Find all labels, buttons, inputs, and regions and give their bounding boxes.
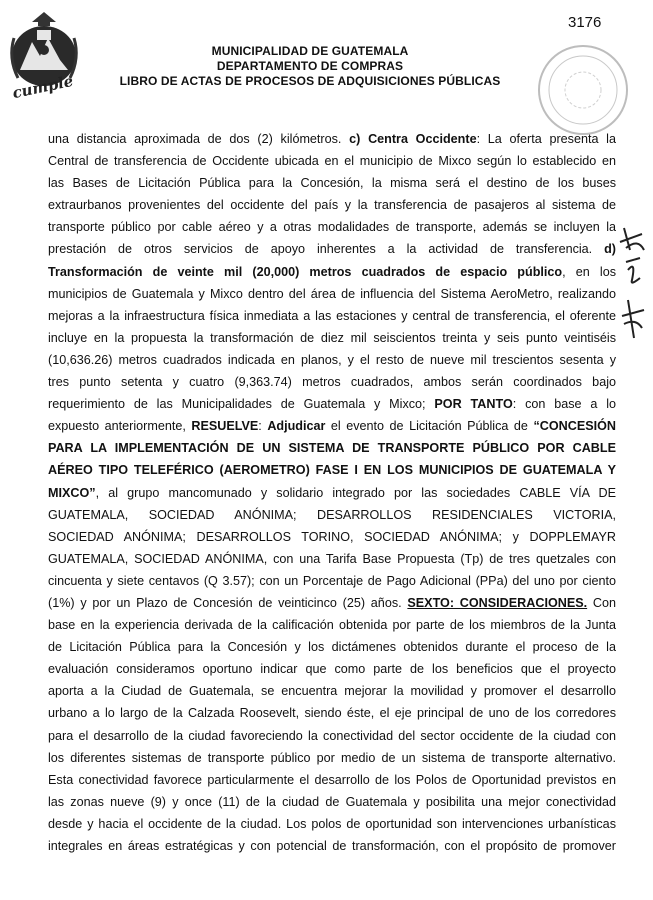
text-segment: para el desarrollo de la ciudad favoreciendo la conectividad del sector occidente de la ciudad con bbox=[48, 728, 616, 743]
text-segment: , al grupo mancomunado y solidario integrado por las sociedades CABLE VÍA DE bbox=[95, 485, 616, 500]
text-segment: MIXCO” bbox=[48, 485, 96, 500]
text-segment: una distancia aproximada de dos (2) kilómetros. bbox=[48, 132, 350, 146]
text-line bbox=[48, 150, 616, 172]
text-segment: : bbox=[258, 419, 268, 434]
text-line bbox=[48, 172, 616, 194]
text-segment: desde y hacia el occidente de la ciudad. Los polos de oportunidad son intervenciones urbanísticas bbox=[48, 816, 616, 831]
logo-slogan: cumple bbox=[10, 71, 75, 103]
institution-name: MUNICIPALIDAD DE GUATEMALA bbox=[211, 44, 409, 58]
text-line bbox=[48, 769, 616, 791]
text-segment: mejoras a la infraestructura física inmediata a las estaciones y central de transferencia, el oferente bbox=[48, 308, 616, 323]
text-segment: Con bbox=[587, 595, 616, 610]
text-segment: las Bases de Licitación Pública para la Concesión, la misma será el destino de los buses bbox=[48, 176, 616, 191]
text-segment: cincuenta y siete centavos (Q 3.57); con un Porcentaje de Pago Adicional (PPa) del uno por ciento bbox=[48, 573, 616, 588]
text-segment: , en los bbox=[562, 264, 617, 279]
official-seal-stamp-icon bbox=[533, 40, 633, 140]
text-line bbox=[48, 725, 616, 747]
text-segment: evaluación consideramos oportuno indicar que como parte de los beneficios que el proyecto bbox=[48, 662, 616, 677]
text-line bbox=[48, 305, 616, 327]
page-number: 3176 bbox=[568, 14, 602, 31]
text-segment: SOCIEDAD ANÓNIMA; DESARROLLOS TORINO, SOCIEDAD ANÓNIMA; y DOPPLEMAYR bbox=[48, 529, 616, 544]
text-segment: d) bbox=[604, 242, 616, 257]
text-segment: “CONCESIÓN bbox=[533, 419, 617, 434]
margin-initials-signature-icon bbox=[616, 220, 652, 360]
text-segment: : La oferta presenta la bbox=[476, 132, 616, 146]
text-segment: : con base a lo bbox=[512, 397, 617, 412]
text-segment: Esta conectividad favorece particularmente el desarrollo de los Polos de Oportunidad previstos en bbox=[48, 772, 616, 787]
text-segment: AÉREO TIPO TELEFÉRICO (AEROMETRO) FASE I EN LOS MUNICIPIOS DE GUATEMALA Y bbox=[48, 463, 616, 478]
text-segment: Transformación de veinte mil (20,000) metros cuadrados de espacio público bbox=[48, 264, 563, 279]
text-line bbox=[48, 371, 616, 393]
book-title: LIBRO DE ACTAS DE PROCESOS DE ADQUISICIONES PÚBLICAS bbox=[119, 74, 501, 88]
text-segment: de Licitación Pública para la Concesión y los dictámenes obtenidos durante el proceso de la bbox=[48, 640, 616, 655]
text-segment: SEXTO: CONSIDERACIONES. bbox=[407, 595, 588, 610]
text-line bbox=[48, 238, 616, 260]
text-line bbox=[48, 393, 616, 415]
text-line bbox=[48, 548, 616, 570]
text-segment: expuesto anteriormente, bbox=[48, 419, 192, 434]
text-line bbox=[48, 813, 616, 835]
text-line bbox=[48, 592, 616, 614]
text-segment: Central de transferencia de Occidente ubicada en el municipio de Mixco según lo establecido en bbox=[48, 154, 616, 169]
text-segment: aporta a la Ciudad de Guatemala, se encuentra mejorar la movilidad y promover el desarrollo bbox=[48, 684, 616, 699]
text-segment: PARA LA IMPLEMENTACIÓN DE UN SISTEMA DE TRANSPORTE PÚBLICO POR CABLE bbox=[48, 441, 616, 456]
text-line bbox=[48, 791, 616, 813]
text-segment: el evento de Licitación Pública de bbox=[325, 419, 534, 434]
text-line bbox=[48, 283, 616, 305]
text-segment: c) Centra Occidente bbox=[349, 132, 477, 146]
text-segment: GUATEMALA, SOCIEDAD ANÓNIMA; DESARROLLOS RESIDENCIALES VICTORIA, bbox=[48, 507, 616, 522]
text-line bbox=[48, 437, 616, 459]
text-segment: requerimiento de las Municipalidades de Guatemala y Mixco; bbox=[48, 397, 435, 412]
text-segment: los diferentes sistemas de transporte público por medio de un sistema de transporte alternativo. bbox=[48, 750, 616, 765]
text-line bbox=[48, 128, 616, 150]
text-line bbox=[48, 482, 616, 504]
header-titles bbox=[95, 44, 525, 89]
text-segment: municipios de Guatemala y Mixco dentro del área de influencia del Sistema AeroMetro, realizando bbox=[48, 286, 616, 301]
text-line bbox=[48, 194, 616, 216]
text-line bbox=[48, 327, 616, 349]
text-segment: RESUELVE bbox=[191, 419, 259, 434]
text-line bbox=[48, 680, 616, 702]
text-segment: extraurbanos provenientes del occidente del país y la transferencia de pasajeros al sistema de bbox=[48, 198, 616, 213]
text-segment: (10,636.26) metros cuadrados indicada en planos, y el resto de nueve mil trescientos sesenta y bbox=[48, 352, 616, 367]
text-segment: urbano a lo largo de la Calzada Roosevelt, siendo éste, el eje principal de uno de los corredores bbox=[48, 706, 616, 721]
text-segment: transporte público por cable aéreo y a otras modalidades de transporte, además se incluyen la bbox=[48, 220, 616, 235]
text-line bbox=[48, 570, 616, 592]
text-line bbox=[48, 261, 616, 283]
text-segment: las zonas nueve (9) y once (11) de la ciudad de Guatemala y posibilita una mejor conectividad bbox=[48, 794, 616, 809]
document-header bbox=[0, 0, 653, 120]
text-segment: Adjudicar bbox=[267, 419, 326, 434]
text-line bbox=[48, 526, 616, 548]
text-line bbox=[48, 459, 616, 481]
text-segment: incluye en la propuesta la transformación de diez mil seiscientos treinta y seis punto veintiséis bbox=[48, 330, 616, 345]
text-line bbox=[48, 504, 616, 526]
department-name: DEPARTAMENTO DE COMPRAS bbox=[216, 59, 404, 73]
act-body-text bbox=[48, 128, 616, 857]
text-line bbox=[48, 747, 616, 769]
text-line bbox=[48, 216, 616, 238]
text-segment: tres punto setenta y cuatro (9,363.74) metros cuadrados, ambos serán coordinados bajo bbox=[48, 375, 616, 390]
text-segment: base en la experiencia derivada de la calificación obtenida por parte de los miembros de la Junta bbox=[48, 618, 616, 633]
text-line bbox=[48, 349, 616, 371]
text-line bbox=[48, 636, 616, 658]
text-line bbox=[48, 614, 616, 636]
text-line bbox=[48, 702, 616, 724]
text-segment: GUATEMALA, SOCIEDAD ANÓNIMA, con una Tarifa Base Propuesta (Tp) de tres quetzales con bbox=[48, 551, 616, 566]
text-segment: (1%) y por un Plazo de Concesión de veinticinco (25) años. bbox=[48, 595, 408, 610]
text-segment: prestación de otros servicios de apoyo inherentes a la actividad de transferencia. bbox=[48, 242, 605, 257]
text-segment: integrales en áreas estratégicas y con potencial de transformación, con el propósito de promover bbox=[48, 839, 616, 853]
text-segment: POR TANTO bbox=[434, 397, 513, 412]
text-line bbox=[48, 415, 616, 437]
text-line bbox=[48, 658, 616, 680]
text-line bbox=[48, 835, 616, 857]
